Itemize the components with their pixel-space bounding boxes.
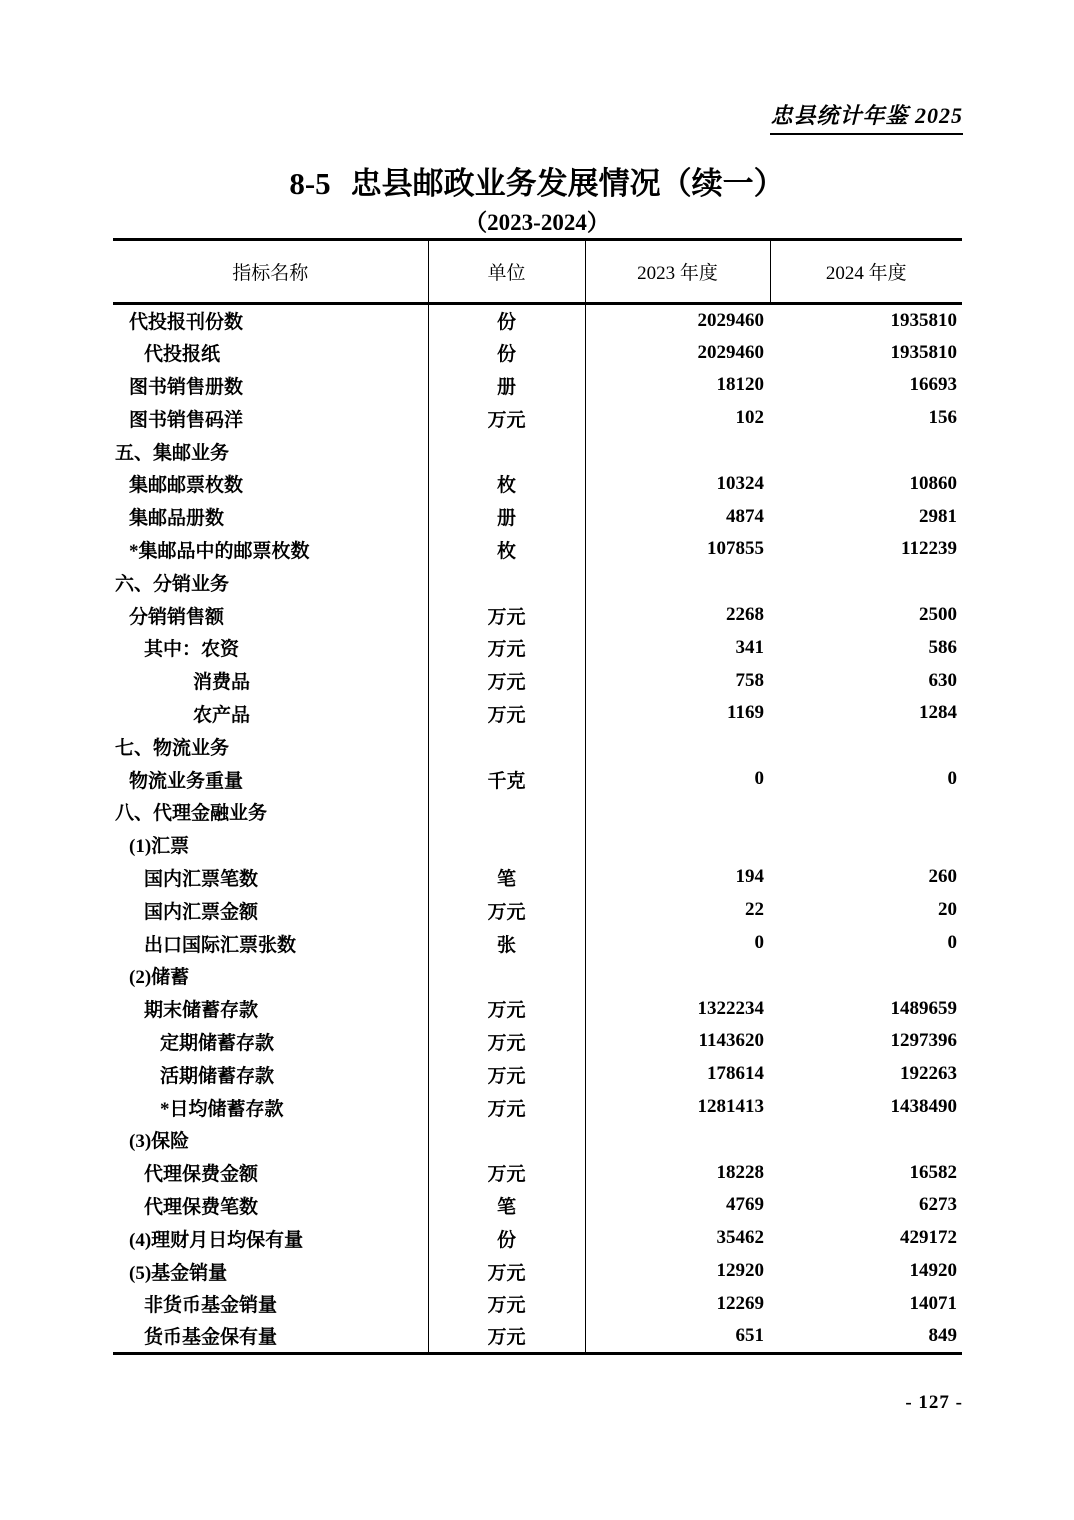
table-row xyxy=(113,730,962,763)
table-header-row xyxy=(113,240,962,304)
value-2023-cell: 758 xyxy=(735,669,764,691)
unit-cell xyxy=(428,566,585,599)
value-2023-cell: 18120 xyxy=(716,374,764,396)
value-2024-cell: 16582 xyxy=(909,1161,957,1183)
indicator-cell: 代理保费笔数 xyxy=(113,1189,428,1222)
value-2023-cell: 22 xyxy=(745,899,764,921)
value-2024-cell: 1284 xyxy=(919,702,957,724)
unit-cell: 张 xyxy=(428,927,585,960)
value-2024-cell: 1935810 xyxy=(890,341,957,363)
value-2023-cell xyxy=(585,1123,770,1156)
unit-cell: 万元 xyxy=(428,664,585,697)
col-header-2023: 2023 年度 xyxy=(585,240,770,304)
indicator-cell: (1)汇票 xyxy=(113,828,428,861)
value-2023-cell: 651 xyxy=(735,1324,764,1346)
unit-cell xyxy=(428,795,585,828)
table-row xyxy=(113,828,962,861)
col-header-2024: 2024 年度 xyxy=(770,240,962,304)
indicator-cell: 货币基金保有量 xyxy=(113,1320,428,1353)
table-row xyxy=(113,435,962,468)
title-text: 忠县邮政业务发展情况（续一） xyxy=(350,166,785,201)
table-row xyxy=(113,894,962,927)
unit-cell: 册 xyxy=(428,369,585,402)
value-2024-cell: 630 xyxy=(928,669,957,691)
table-row xyxy=(113,1058,962,1091)
value-2024-cell: 14071 xyxy=(909,1292,957,1314)
table-row xyxy=(113,1287,962,1320)
value-2024-cell xyxy=(770,435,962,468)
page-title xyxy=(0,158,1074,203)
table-row xyxy=(113,533,962,566)
indicator-cell: 非货币基金销量 xyxy=(113,1287,428,1320)
table-number: 8-5 xyxy=(289,166,331,201)
page-subtitle: （2023-2024） xyxy=(464,210,610,235)
value-2024-cell: 1438490 xyxy=(890,1096,957,1118)
indicator-cell: 集邮邮票枚数 xyxy=(113,467,428,500)
value-2023-cell: 10324 xyxy=(716,472,764,494)
indicator-cell: 消费品 xyxy=(113,664,428,697)
value-2024-cell: 0 xyxy=(947,768,957,790)
unit-cell xyxy=(428,730,585,763)
value-2023-cell: 178614 xyxy=(707,1063,764,1085)
indicator-cell: *日均储蓄存款 xyxy=(113,1091,428,1124)
table-row xyxy=(113,1091,962,1124)
value-2024-cell: 20 xyxy=(938,899,957,921)
value-2024-cell: 14920 xyxy=(909,1260,957,1281)
unit-cell: 份 xyxy=(428,336,585,369)
value-2024-cell: 16693 xyxy=(909,374,957,396)
table-body xyxy=(113,304,962,1354)
table-row xyxy=(113,336,962,369)
indicator-cell: 国内汇票金额 xyxy=(113,894,428,927)
value-2023-cell xyxy=(585,730,770,763)
value-2024-cell: 192263 xyxy=(900,1063,957,1085)
indicator-cell: 出口国际汇票张数 xyxy=(113,927,428,960)
value-2024-cell: 10860 xyxy=(909,472,957,494)
value-2024-cell: 2500 xyxy=(919,604,957,626)
value-2023-cell: 341 xyxy=(735,636,764,658)
value-2023-cell xyxy=(585,828,770,861)
value-2024-cell: 586 xyxy=(928,636,957,658)
unit-cell: 枚 xyxy=(428,467,585,500)
indicator-cell: 物流业务重量 xyxy=(113,763,428,796)
indicator-cell: 定期储蓄存款 xyxy=(113,1025,428,1058)
value-2024-cell: 6273 xyxy=(919,1194,957,1216)
value-2024-cell: 156 xyxy=(928,407,957,429)
value-2024-cell: 429172 xyxy=(900,1227,957,1249)
indicator-cell: 农产品 xyxy=(113,697,428,730)
unit-cell: 万元 xyxy=(428,992,585,1025)
value-2023-cell: 2029460 xyxy=(697,341,764,363)
table-row xyxy=(113,959,962,992)
value-2023-cell: 1322234 xyxy=(697,997,764,1019)
value-2024-cell: 0 xyxy=(947,932,957,954)
unit-cell: 万元 xyxy=(428,1320,585,1353)
value-2024-cell: 849 xyxy=(928,1324,957,1346)
table-row xyxy=(113,304,962,337)
table-row xyxy=(113,697,962,730)
unit-cell: 万元 xyxy=(428,697,585,730)
unit-cell: 万元 xyxy=(428,631,585,664)
unit-cell: 千克 xyxy=(428,763,585,796)
indicator-cell: 七、物流业务 xyxy=(113,730,428,763)
table-row xyxy=(113,861,962,894)
table-row xyxy=(113,500,962,533)
value-2023-cell xyxy=(585,435,770,468)
table-row xyxy=(113,1025,962,1058)
value-2024-cell xyxy=(770,730,962,763)
value-2024-cell xyxy=(770,828,962,861)
table-row xyxy=(113,1320,962,1353)
value-2023-cell: 1143620 xyxy=(698,1030,764,1052)
indicator-cell: (5)基金销量 xyxy=(113,1255,428,1288)
unit-cell xyxy=(428,959,585,992)
unit-cell: 笔 xyxy=(428,861,585,894)
col-header-indicator: 指标名称 xyxy=(113,240,428,304)
indicator-cell: 八、代理金融业务 xyxy=(113,795,428,828)
value-2023-cell: 35462 xyxy=(716,1227,764,1249)
unit-cell: 枚 xyxy=(428,533,585,566)
value-2024-cell: 112239 xyxy=(901,538,957,560)
table-row xyxy=(113,1255,962,1288)
value-2024-cell: 2981 xyxy=(919,505,957,527)
value-2023-cell xyxy=(585,566,770,599)
value-2023-cell: 2268 xyxy=(726,604,764,626)
value-2024-cell: 1297396 xyxy=(890,1030,957,1052)
value-2023-cell: 4874 xyxy=(726,505,764,527)
value-2023-cell: 18228 xyxy=(716,1161,764,1183)
indicator-cell: 图书销售码洋 xyxy=(113,402,428,435)
value-2024-cell xyxy=(770,795,962,828)
indicator-cell: 期末储蓄存款 xyxy=(113,992,428,1025)
table-row xyxy=(113,599,962,632)
indicator-cell: *集邮品中的邮票枚数 xyxy=(113,533,428,566)
unit-cell xyxy=(428,828,585,861)
unit-cell: 笔 xyxy=(428,1189,585,1222)
indicator-cell: 代理保费金额 xyxy=(113,1156,428,1189)
page-number: - 127 - xyxy=(905,1392,963,1413)
indicator-cell: 分销销售额 xyxy=(113,599,428,632)
indicator-cell: 代投报刊份数 xyxy=(113,304,428,337)
table-row xyxy=(113,992,962,1025)
table-row xyxy=(113,1222,962,1255)
indicator-cell: (2)储蓄 xyxy=(113,959,428,992)
value-2024-cell: 1489659 xyxy=(890,997,957,1019)
indicator-cell: (3)保险 xyxy=(113,1123,428,1156)
value-2023-cell: 0 xyxy=(754,768,764,790)
value-2024-cell xyxy=(770,566,962,599)
indicator-cell: 代投报纸 xyxy=(113,336,428,369)
table-row xyxy=(113,795,962,828)
value-2023-cell xyxy=(585,959,770,992)
value-2023-cell: 107855 xyxy=(707,538,764,560)
value-2023-cell: 12269 xyxy=(716,1292,764,1314)
indicator-cell: 国内汇票笔数 xyxy=(113,861,428,894)
indicator-cell: 活期储蓄存款 xyxy=(113,1058,428,1091)
value-2023-cell: 194 xyxy=(735,866,764,888)
unit-cell: 万元 xyxy=(428,1255,585,1288)
table-row xyxy=(113,631,962,664)
running-header: 忠县统计年鉴 2025 xyxy=(770,99,963,135)
indicator-cell: (4)理财月日均保有量 xyxy=(113,1222,428,1255)
value-2024-cell xyxy=(770,1123,962,1156)
value-2023-cell: 1169 xyxy=(727,702,764,724)
value-2023-cell: 1281413 xyxy=(697,1096,764,1118)
unit-cell: 万元 xyxy=(428,1025,585,1058)
unit-cell: 万元 xyxy=(428,1058,585,1091)
unit-cell: 册 xyxy=(428,500,585,533)
unit-cell: 万元 xyxy=(428,402,585,435)
value-2023-cell xyxy=(585,795,770,828)
table-row xyxy=(113,927,962,960)
col-header-unit: 单位 xyxy=(428,240,585,304)
table-row xyxy=(113,566,962,599)
indicator-cell: 六、分销业务 xyxy=(113,566,428,599)
indicator-cell: 集邮品册数 xyxy=(113,500,428,533)
value-2023-cell: 0 xyxy=(754,932,764,954)
unit-cell: 万元 xyxy=(428,1156,585,1189)
table-row xyxy=(113,1189,962,1222)
unit-cell: 万元 xyxy=(428,1287,585,1320)
value-2023-cell: 2029460 xyxy=(697,309,764,331)
unit-cell xyxy=(428,1123,585,1156)
table-row xyxy=(113,369,962,402)
unit-cell: 万元 xyxy=(428,599,585,632)
indicator-cell: 五、集邮业务 xyxy=(113,435,428,468)
value-2024-cell: 260 xyxy=(928,866,957,888)
value-2023-cell: 12920 xyxy=(716,1260,764,1281)
table-row xyxy=(113,467,962,500)
value-2023-cell: 102 xyxy=(735,407,764,429)
value-2024-cell xyxy=(770,959,962,992)
unit-cell: 万元 xyxy=(428,894,585,927)
unit-cell xyxy=(428,435,585,468)
indicator-cell: 图书销售册数 xyxy=(113,369,428,402)
table-row xyxy=(113,402,962,435)
table-row xyxy=(113,1123,962,1156)
statistics-table xyxy=(113,238,962,1355)
table-row xyxy=(113,664,962,697)
table-row xyxy=(113,763,962,796)
value-2023-cell: 4769 xyxy=(726,1194,764,1216)
indicator-cell: 其中：农资 xyxy=(113,631,428,664)
table-row xyxy=(113,1156,962,1189)
unit-cell: 份 xyxy=(428,304,585,337)
unit-cell: 万元 xyxy=(428,1091,585,1124)
unit-cell: 份 xyxy=(428,1222,585,1255)
value-2024-cell: 1935810 xyxy=(890,309,957,331)
